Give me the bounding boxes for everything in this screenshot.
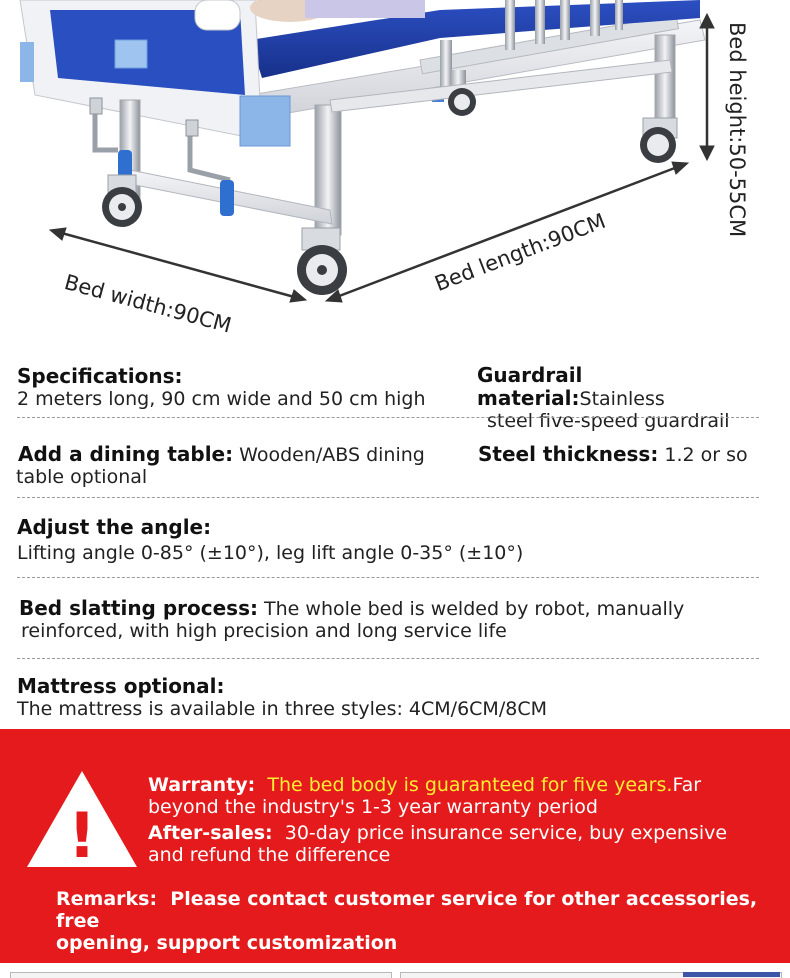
bed-width-label: Bed width:90CM (61, 270, 234, 338)
spec-specifications (17, 365, 457, 410)
next-section-accent (683, 972, 780, 977)
warranty-detail: beyond the industry's 1-3 year warranty period (148, 796, 598, 818)
spec-steel-thickness (478, 443, 778, 466)
spec-value: Stainless (579, 388, 665, 410)
spec-mattress (17, 675, 757, 720)
spec-value: table optional (16, 466, 148, 488)
spec-label: Guardrail material: (477, 363, 583, 410)
spec-dining-table (16, 443, 456, 488)
next-section-box (10, 972, 392, 978)
spec-value: The mattress is available in three styles: 4CM/6CM/8CM (17, 698, 547, 720)
divider (17, 658, 759, 659)
bed-height-label: Bed height:50-55CM (725, 22, 749, 238)
spec-slatting-process (19, 597, 759, 642)
spec-value: reinforced, with high precision and long service life (21, 620, 507, 642)
warranty-highlight: The bed body is guaranteed for five years. (267, 774, 673, 796)
caster-wheel (297, 228, 347, 295)
remarks-detail: opening, support customization (56, 932, 398, 954)
spec-guardrail (477, 364, 777, 432)
divider (17, 497, 759, 498)
spec-label: Bed slatting process: (19, 596, 258, 620)
spec-label: Mattress optional: (17, 674, 225, 698)
divider (17, 577, 759, 578)
spec-value: The whole bed is welded by robot, manually (264, 598, 685, 620)
warranty-detail: Far (672, 774, 702, 796)
warranty-panel (0, 729, 790, 963)
remarks-detail: Please contact customer service for other accessories, free (56, 888, 758, 932)
warranty-text (148, 774, 748, 818)
spec-label: Adjust the angle: (17, 515, 212, 539)
bed-leg (655, 35, 675, 130)
spec-label: Steel thickness: (478, 442, 659, 466)
caster-wheel (102, 175, 142, 227)
spec-value: steel five-speed guardrail (487, 410, 730, 432)
spec-value: Lifting angle 0-85° (±10°), leg lift angle 0-35° (±10°) (17, 542, 524, 564)
spec-value: Wooden/ABS dining (239, 444, 425, 466)
aftersales-detail: 30-day price insurance service, buy expensive (284, 822, 728, 844)
aftersales-detail: and refund the difference (148, 844, 391, 866)
caster-wheel (640, 118, 677, 163)
spec-value: 2 meters long, 90 cm wide and 50 cm high (17, 388, 426, 410)
spec-label: Add a dining table: (18, 442, 234, 466)
svg-text:!: ! (67, 799, 97, 869)
warning-icon (25, 769, 139, 869)
spec-value: 1.2 or so (664, 444, 748, 466)
caster-wheel (448, 88, 476, 116)
divider (17, 417, 759, 418)
spec-adjust-angle (17, 516, 757, 567)
aftersales-text (148, 822, 748, 866)
spec-label: Specifications: (17, 364, 183, 388)
remarks-label: Remarks: (56, 888, 158, 910)
crank-handle (186, 120, 234, 216)
bed-length-label: Bed length:90CM (431, 208, 609, 296)
remarks-text (56, 888, 776, 954)
warranty-label: Warranty: (148, 774, 256, 796)
length-arrow (326, 162, 688, 302)
aftersales-label: After-sales: (148, 822, 273, 844)
